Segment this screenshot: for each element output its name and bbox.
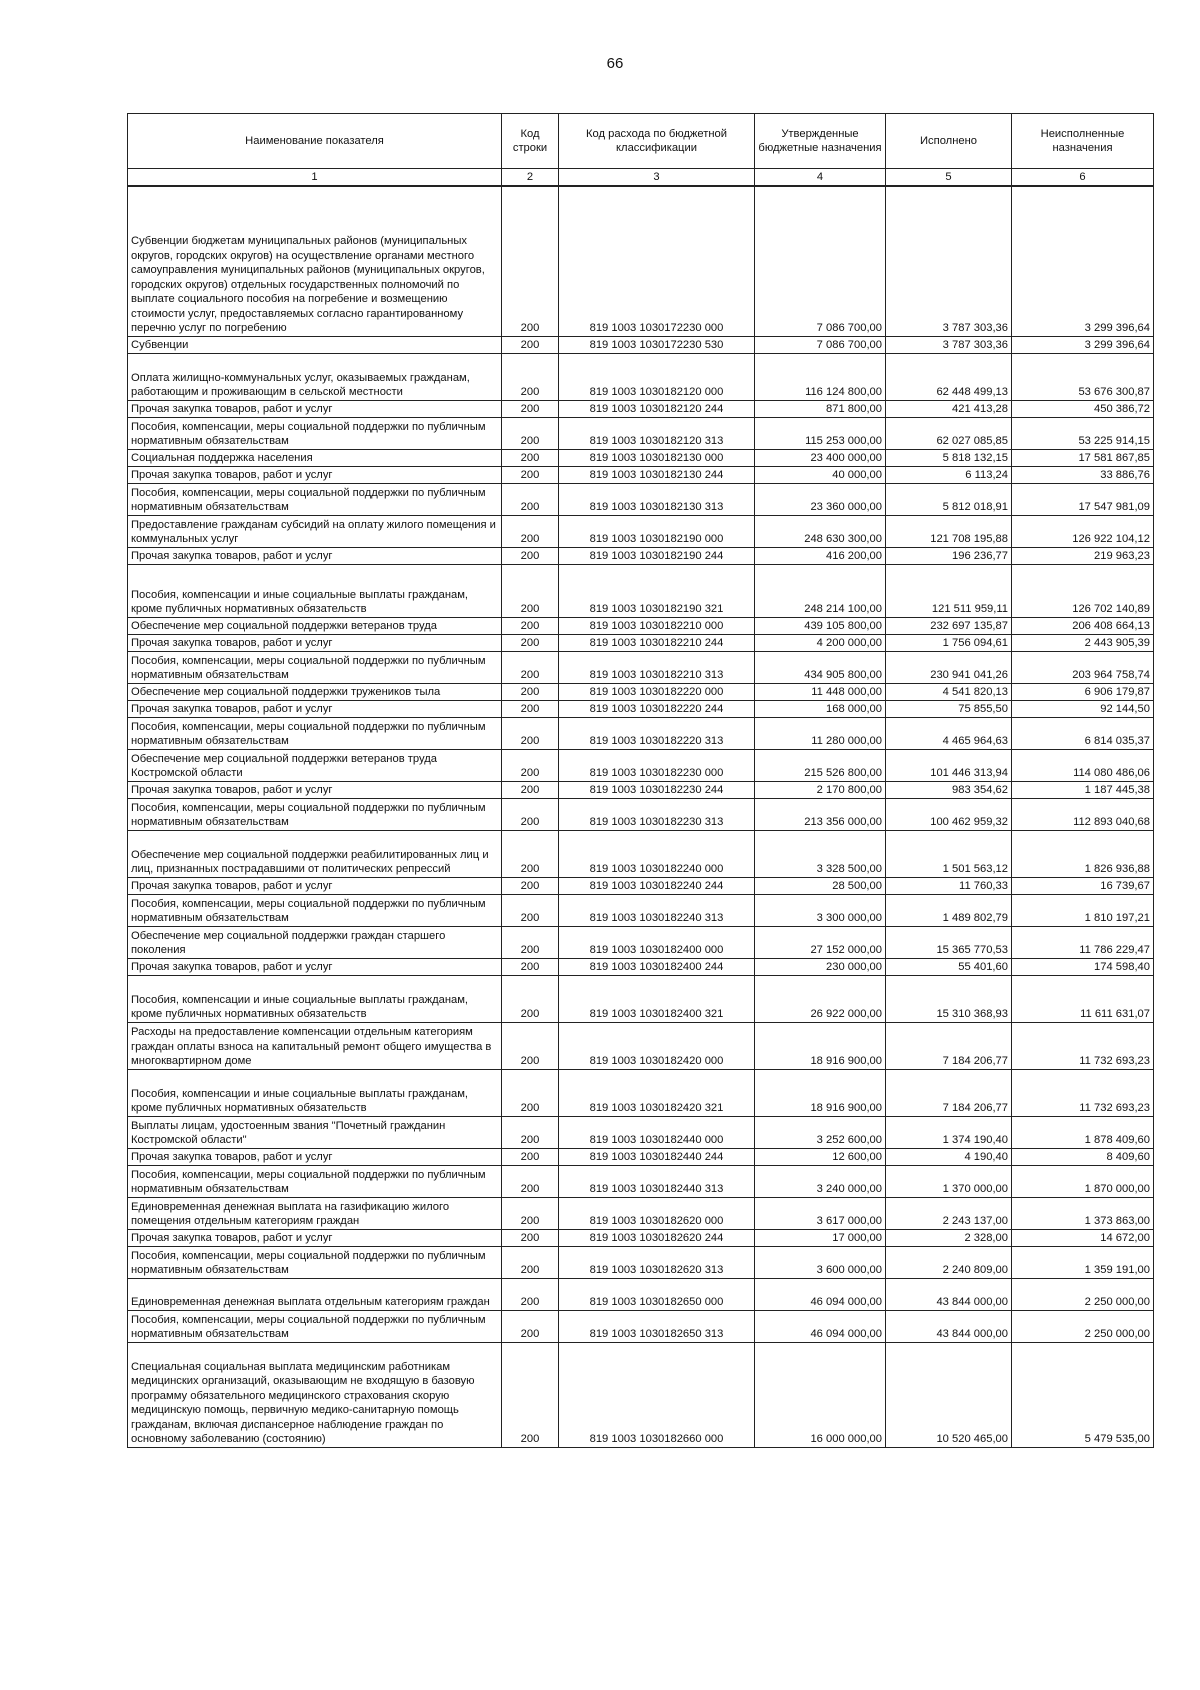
- row-executed: 7 184 206,77: [886, 1022, 1012, 1069]
- row-line-code: 200: [502, 515, 559, 547]
- table-row: [128, 717, 1154, 749]
- row-line-code: 200: [502, 894, 559, 926]
- row-name: Пособия, компенсации и иные социальные выплаты гражданам, кроме публичных нормативных обязательств: [128, 564, 502, 617]
- row-line-code: 200: [502, 1246, 559, 1278]
- row-approved: 26 922 000,00: [755, 975, 886, 1022]
- row-unexecuted: 53 225 914,15: [1012, 417, 1154, 449]
- row-executed: 232 697 135,87: [886, 617, 1012, 634]
- row-name: Пособия, компенсации и иные социальные выплаты гражданам, кроме публичных нормативных обязательств: [128, 1069, 502, 1116]
- row-line-code: 200: [502, 483, 559, 515]
- row-executed: 5 812 018,91: [886, 483, 1012, 515]
- table-row: [128, 700, 1154, 717]
- row-line-code: 200: [502, 1148, 559, 1165]
- row-classification-code: 819 1003 1030172230 530: [559, 336, 755, 353]
- row-unexecuted: 8 409,60: [1012, 1148, 1154, 1165]
- row-classification-code: 819 1003 1030182130 000: [559, 449, 755, 466]
- table-row: [128, 1342, 1154, 1447]
- column-number: 4: [755, 169, 886, 187]
- column-number: 1: [128, 169, 502, 187]
- table-row: [128, 564, 1154, 617]
- row-name: Пособия, компенсации, меры социальной поддержки по публичным нормативным обязательствам: [128, 894, 502, 926]
- row-name: Обеспечение мер социальной поддержки реабилитированных лиц и лиц, признанных пострадавшими от политических репрессий: [128, 830, 502, 877]
- budget-execution-table: [127, 113, 1154, 1448]
- row-executed: 4 465 964,63: [886, 717, 1012, 749]
- table-row: [128, 1246, 1154, 1278]
- row-executed: 100 462 959,32: [886, 798, 1012, 830]
- row-name: Прочая закупка товаров, работ и услуг: [128, 781, 502, 798]
- row-name: Прочая закупка товаров, работ и услуг: [128, 400, 502, 417]
- row-name: Прочая закупка товаров, работ и услуг: [128, 877, 502, 894]
- row-name: Прочая закупка товаров, работ и услуг: [128, 1148, 502, 1165]
- table-row: [128, 781, 1154, 798]
- row-name: Расходы на предоставление компенсации отдельным категориям граждан оплаты взноса на капитальный ремонт общего имущества в многоквартирном доме: [128, 1022, 502, 1069]
- row-line-code: 200: [502, 798, 559, 830]
- row-line-code: 200: [502, 1116, 559, 1148]
- row-executed: 62 448 499,13: [886, 353, 1012, 400]
- row-unexecuted: 126 922 104,12: [1012, 515, 1154, 547]
- row-classification-code: 819 1003 1030182230 313: [559, 798, 755, 830]
- row-classification-code: 819 1003 1030182220 313: [559, 717, 755, 749]
- row-executed: 121 511 959,11: [886, 564, 1012, 617]
- row-approved: 3 617 000,00: [755, 1197, 886, 1229]
- table-row: [128, 353, 1154, 400]
- row-classification-code: 819 1003 1030182650 313: [559, 1310, 755, 1342]
- row-unexecuted: 1 187 445,38: [1012, 781, 1154, 798]
- row-classification-code: 819 1003 1030182120 000: [559, 353, 755, 400]
- table-row: [128, 186, 1154, 336]
- row-name: Пособия, компенсации, меры социальной поддержки по публичным нормативным обязательствам: [128, 483, 502, 515]
- row-name: Оплата жилищно-коммунальных услуг, оказываемых гражданам, работающим и проживающим в сельской местности: [128, 353, 502, 400]
- row-executed: 1 370 000,00: [886, 1165, 1012, 1197]
- row-unexecuted: 11 732 693,23: [1012, 1022, 1154, 1069]
- row-executed: 2 240 809,00: [886, 1246, 1012, 1278]
- row-unexecuted: 1 373 863,00: [1012, 1197, 1154, 1229]
- row-classification-code: 819 1003 1030172230 000: [559, 186, 755, 336]
- table-row: [128, 798, 1154, 830]
- row-executed: 43 844 000,00: [886, 1278, 1012, 1310]
- table-row: [128, 1022, 1154, 1069]
- row-unexecuted: 203 964 758,74: [1012, 651, 1154, 683]
- row-unexecuted: 114 080 486,06: [1012, 749, 1154, 781]
- table-row: [128, 958, 1154, 975]
- row-unexecuted: 206 408 664,13: [1012, 617, 1154, 634]
- row-approved: 7 086 700,00: [755, 186, 886, 336]
- row-line-code: 200: [502, 877, 559, 894]
- row-executed: 4 190,40: [886, 1148, 1012, 1165]
- row-approved: 871 800,00: [755, 400, 886, 417]
- table-row: [128, 1116, 1154, 1148]
- row-name: Социальная поддержка населения: [128, 449, 502, 466]
- row-approved: 215 526 800,00: [755, 749, 886, 781]
- row-unexecuted: 1 870 000,00: [1012, 1165, 1154, 1197]
- row-name: Пособия, компенсации, меры социальной поддержки по публичным нормативным обязательствам: [128, 1246, 502, 1278]
- row-approved: 23 400 000,00: [755, 449, 886, 466]
- row-executed: 43 844 000,00: [886, 1310, 1012, 1342]
- row-approved: 3 252 600,00: [755, 1116, 886, 1148]
- row-unexecuted: 2 250 000,00: [1012, 1278, 1154, 1310]
- table-row: [128, 683, 1154, 700]
- table-row: [128, 417, 1154, 449]
- row-unexecuted: 174 598,40: [1012, 958, 1154, 975]
- row-line-code: 200: [502, 186, 559, 336]
- row-unexecuted: 219 963,23: [1012, 547, 1154, 564]
- row-executed: 2 328,00: [886, 1229, 1012, 1246]
- row-executed: 75 855,50: [886, 700, 1012, 717]
- table-row: [128, 634, 1154, 651]
- row-classification-code: 819 1003 1030182620 244: [559, 1229, 755, 1246]
- row-executed: 7 184 206,77: [886, 1069, 1012, 1116]
- row-approved: 416 200,00: [755, 547, 886, 564]
- row-line-code: 200: [502, 749, 559, 781]
- row-approved: 17 000,00: [755, 1229, 886, 1246]
- row-line-code: 200: [502, 617, 559, 634]
- row-executed: 983 354,62: [886, 781, 1012, 798]
- row-approved: 4 200 000,00: [755, 634, 886, 651]
- row-line-code: 200: [502, 975, 559, 1022]
- row-classification-code: 819 1003 1030182120 244: [559, 400, 755, 417]
- table-row: [128, 1278, 1154, 1310]
- row-name: Единовременная денежная выплата отдельным категориям граждан: [128, 1278, 502, 1310]
- row-classification-code: 819 1003 1030182650 000: [559, 1278, 755, 1310]
- row-approved: 12 600,00: [755, 1148, 886, 1165]
- row-executed: 3 787 303,36: [886, 336, 1012, 353]
- row-name: Прочая закупка товаров, работ и услуг: [128, 1229, 502, 1246]
- row-line-code: 200: [502, 417, 559, 449]
- row-approved: 23 360 000,00: [755, 483, 886, 515]
- row-unexecuted: 33 886,76: [1012, 466, 1154, 483]
- row-line-code: 200: [502, 683, 559, 700]
- row-approved: 248 630 300,00: [755, 515, 886, 547]
- table-row: [128, 877, 1154, 894]
- row-classification-code: 819 1003 1030182210 000: [559, 617, 755, 634]
- row-executed: 15 365 770,53: [886, 926, 1012, 958]
- row-name: Пособия, компенсации и иные социальные выплаты гражданам, кроме публичных нормативных обязательств: [128, 975, 502, 1022]
- table-row: [128, 1310, 1154, 1342]
- row-name: Субвенции бюджетам муниципальных районов (муниципальных округов, городских округов) на осуществление органами местного самоуправления муниципальных районов (муниципальных округов, городских округов) отдельных государственных полномочий по выплате социального пособия на погребение и возмещению стоимости услуг, предоставляемых согласно гарантированному перечню услуг по погребению: [128, 186, 502, 336]
- row-line-code: 200: [502, 1229, 559, 1246]
- row-executed: 2 243 137,00: [886, 1197, 1012, 1229]
- column-number: 3: [559, 169, 755, 187]
- row-name: Прочая закупка товаров, работ и услуг: [128, 634, 502, 651]
- row-approved: 7 086 700,00: [755, 336, 886, 353]
- row-line-code: 200: [502, 1069, 559, 1116]
- header-approved: Утвержденные бюджетные назначения: [755, 114, 886, 169]
- row-classification-code: 819 1003 1030182440 244: [559, 1148, 755, 1165]
- row-classification-code: 819 1003 1030182210 244: [559, 634, 755, 651]
- row-line-code: 200: [502, 926, 559, 958]
- row-executed: 55 401,60: [886, 958, 1012, 975]
- row-line-code: 200: [502, 336, 559, 353]
- row-executed: 101 446 313,94: [886, 749, 1012, 781]
- row-executed: 1 501 563,12: [886, 830, 1012, 877]
- row-unexecuted: 17 547 981,09: [1012, 483, 1154, 515]
- row-classification-code: 819 1003 1030182130 244: [559, 466, 755, 483]
- header-classification-code: Код расхода по бюджетной классификации: [559, 114, 755, 169]
- row-classification-code: 819 1003 1030182210 313: [559, 651, 755, 683]
- row-line-code: 200: [502, 400, 559, 417]
- row-approved: 27 152 000,00: [755, 926, 886, 958]
- row-executed: 62 027 085,85: [886, 417, 1012, 449]
- row-unexecuted: 1 878 409,60: [1012, 1116, 1154, 1148]
- row-unexecuted: 3 299 396,64: [1012, 336, 1154, 353]
- row-line-code: 200: [502, 1165, 559, 1197]
- row-unexecuted: 1 359 191,00: [1012, 1246, 1154, 1278]
- row-line-code: 200: [502, 634, 559, 651]
- row-name: Прочая закупка товаров, работ и услуг: [128, 547, 502, 564]
- row-name: Обеспечение мер социальной поддержки ветеранов труда Костромской области: [128, 749, 502, 781]
- table-row: [128, 483, 1154, 515]
- row-approved: 439 105 800,00: [755, 617, 886, 634]
- row-unexecuted: 450 386,72: [1012, 400, 1154, 417]
- row-classification-code: 819 1003 1030182130 313: [559, 483, 755, 515]
- row-name: Пособия, компенсации, меры социальной поддержки по публичным нормативным обязательствам: [128, 717, 502, 749]
- row-approved: 18 916 900,00: [755, 1022, 886, 1069]
- row-approved: 11 448 000,00: [755, 683, 886, 700]
- table-row: [128, 926, 1154, 958]
- table-row: [128, 830, 1154, 877]
- row-name: Пособия, компенсации, меры социальной поддержки по публичным нормативным обязательствам: [128, 651, 502, 683]
- row-unexecuted: 11 786 229,47: [1012, 926, 1154, 958]
- row-unexecuted: 1 826 936,88: [1012, 830, 1154, 877]
- row-name: Обеспечение мер социальной поддержки граждан старшего поколения: [128, 926, 502, 958]
- table-row: [128, 336, 1154, 353]
- header-unexecuted: Неисполненные назначения: [1012, 114, 1154, 169]
- row-approved: 230 000,00: [755, 958, 886, 975]
- table-row: [128, 449, 1154, 466]
- row-classification-code: 819 1003 1030182190 244: [559, 547, 755, 564]
- row-name: Прочая закупка товаров, работ и услуг: [128, 700, 502, 717]
- row-line-code: 200: [502, 1197, 559, 1229]
- row-name: Специальная социальная выплата медицинским работникам медицинских организаций, оказывающим не входящую в базовую программу обязательного медицинского страхования скорую медицинскую помощь, первичную медико-санитарную помощь гражданам, включая диспансерное наблюдение граждан по основному заболеванию (состоянию): [128, 1342, 502, 1447]
- row-classification-code: 819 1003 1030182240 313: [559, 894, 755, 926]
- row-name: Субвенции: [128, 336, 502, 353]
- row-executed: 10 520 465,00: [886, 1342, 1012, 1447]
- row-line-code: 200: [502, 1022, 559, 1069]
- table-row: [128, 975, 1154, 1022]
- page-number: 66: [606, 55, 624, 72]
- table-row: [128, 1148, 1154, 1165]
- row-unexecuted: 11 611 631,07: [1012, 975, 1154, 1022]
- table-row: [128, 466, 1154, 483]
- header-executed: Исполнено: [886, 114, 1012, 169]
- column-number: 2: [502, 169, 559, 187]
- row-line-code: 200: [502, 830, 559, 877]
- table-row: [128, 617, 1154, 634]
- table-row: [128, 1197, 1154, 1229]
- row-line-code: 200: [502, 958, 559, 975]
- row-name: Обеспечение мер социальной поддержки тружеников тыла: [128, 683, 502, 700]
- table-row: [128, 1069, 1154, 1116]
- row-classification-code: 819 1003 1030182230 244: [559, 781, 755, 798]
- row-executed: 230 941 041,26: [886, 651, 1012, 683]
- row-unexecuted: 53 676 300,87: [1012, 353, 1154, 400]
- row-line-code: 200: [502, 781, 559, 798]
- row-line-code: 200: [502, 651, 559, 683]
- row-unexecuted: 2 443 905,39: [1012, 634, 1154, 651]
- row-executed: 121 708 195,88: [886, 515, 1012, 547]
- column-number: 6: [1012, 169, 1154, 187]
- row-approved: 46 094 000,00: [755, 1278, 886, 1310]
- row-approved: 40 000,00: [755, 466, 886, 483]
- row-classification-code: 819 1003 1030182620 000: [559, 1197, 755, 1229]
- row-approved: 16 000 000,00: [755, 1342, 886, 1447]
- row-executed: 11 760,33: [886, 877, 1012, 894]
- row-classification-code: 819 1003 1030182240 000: [559, 830, 755, 877]
- row-unexecuted: 14 672,00: [1012, 1229, 1154, 1246]
- row-executed: 6 113,24: [886, 466, 1012, 483]
- header-indicator-name: Наименование показателя: [128, 114, 502, 169]
- row-approved: 46 094 000,00: [755, 1310, 886, 1342]
- row-approved: 115 253 000,00: [755, 417, 886, 449]
- table-row: [128, 894, 1154, 926]
- row-classification-code: 819 1003 1030182400 244: [559, 958, 755, 975]
- row-unexecuted: 1 810 197,21: [1012, 894, 1154, 926]
- row-line-code: 200: [502, 449, 559, 466]
- row-unexecuted: 126 702 140,89: [1012, 564, 1154, 617]
- row-name: Пособия, компенсации, меры социальной поддержки по публичным нормативным обязательствам: [128, 417, 502, 449]
- row-classification-code: 819 1003 1030182400 000: [559, 926, 755, 958]
- row-approved: 2 170 800,00: [755, 781, 886, 798]
- table-row: [128, 749, 1154, 781]
- row-unexecuted: 2 250 000,00: [1012, 1310, 1154, 1342]
- row-name: Обеспечение мер социальной поддержки ветеранов труда: [128, 617, 502, 634]
- row-executed: 1 756 094,61: [886, 634, 1012, 651]
- row-name: Предоставление гражданам субсидий на оплату жилого помещения и коммунальных услуг: [128, 515, 502, 547]
- row-approved: 3 328 500,00: [755, 830, 886, 877]
- row-executed: 5 818 132,15: [886, 449, 1012, 466]
- row-name: Пособия, компенсации, меры социальной поддержки по публичным нормативным обязательствам: [128, 1310, 502, 1342]
- row-name: Прочая закупка товаров, работ и услуг: [128, 958, 502, 975]
- table-row: [128, 547, 1154, 564]
- row-name: Прочая закупка товаров, работ и услуг: [128, 466, 502, 483]
- row-line-code: 200: [502, 466, 559, 483]
- row-executed: 421 413,28: [886, 400, 1012, 417]
- row-unexecuted: 112 893 040,68: [1012, 798, 1154, 830]
- table-row: [128, 1165, 1154, 1197]
- row-classification-code: 819 1003 1030182190 000: [559, 515, 755, 547]
- row-classification-code: 819 1003 1030182220 244: [559, 700, 755, 717]
- row-approved: 11 280 000,00: [755, 717, 886, 749]
- table-row: [128, 515, 1154, 547]
- table-body: [128, 186, 1154, 1447]
- row-classification-code: 819 1003 1030182420 321: [559, 1069, 755, 1116]
- row-approved: 434 905 800,00: [755, 651, 886, 683]
- row-name: Единовременная денежная выплата на газификацию жилого помещения отдельным категориям граждан: [128, 1197, 502, 1229]
- row-line-code: 200: [502, 717, 559, 749]
- row-line-code: 200: [502, 1342, 559, 1447]
- row-classification-code: 819 1003 1030182440 000: [559, 1116, 755, 1148]
- row-line-code: 200: [502, 1310, 559, 1342]
- row-line-code: 200: [502, 1278, 559, 1310]
- row-classification-code: 819 1003 1030182420 000: [559, 1022, 755, 1069]
- table-row: [128, 400, 1154, 417]
- row-executed: 4 541 820,13: [886, 683, 1012, 700]
- row-unexecuted: 11 732 693,23: [1012, 1069, 1154, 1116]
- row-name: Пособия, компенсации, меры социальной поддержки по публичным нормативным обязательствам: [128, 798, 502, 830]
- row-executed: 1 374 190,40: [886, 1116, 1012, 1148]
- row-unexecuted: 3 299 396,64: [1012, 186, 1154, 336]
- row-approved: 3 240 000,00: [755, 1165, 886, 1197]
- row-approved: 116 124 800,00: [755, 353, 886, 400]
- row-unexecuted: 5 479 535,00: [1012, 1342, 1154, 1447]
- row-unexecuted: 6 814 035,37: [1012, 717, 1154, 749]
- row-line-code: 200: [502, 564, 559, 617]
- row-executed: 1 489 802,79: [886, 894, 1012, 926]
- table-row: [128, 651, 1154, 683]
- row-unexecuted: 16 739,67: [1012, 877, 1154, 894]
- row-approved: 18 916 900,00: [755, 1069, 886, 1116]
- row-line-code: 200: [502, 700, 559, 717]
- row-unexecuted: 6 906 179,87: [1012, 683, 1154, 700]
- row-classification-code: 819 1003 1030182190 321: [559, 564, 755, 617]
- row-executed: 15 310 368,93: [886, 975, 1012, 1022]
- row-classification-code: 819 1003 1030182660 000: [559, 1342, 755, 1447]
- row-classification-code: 819 1003 1030182440 313: [559, 1165, 755, 1197]
- row-line-code: 200: [502, 547, 559, 564]
- column-number: 5: [886, 169, 1012, 187]
- row-classification-code: 819 1003 1030182240 244: [559, 877, 755, 894]
- row-name: Выплаты лицам, удостоенным звания "Почетный гражданин Костромской области": [128, 1116, 502, 1148]
- row-name: Пособия, компенсации, меры социальной поддержки по публичным нормативным обязательствам: [128, 1165, 502, 1197]
- row-approved: 168 000,00: [755, 700, 886, 717]
- row-approved: 248 214 100,00: [755, 564, 886, 617]
- row-unexecuted: 92 144,50: [1012, 700, 1154, 717]
- row-approved: 213 356 000,00: [755, 798, 886, 830]
- row-classification-code: 819 1003 1030182230 000: [559, 749, 755, 781]
- row-unexecuted: 17 581 867,85: [1012, 449, 1154, 466]
- row-classification-code: 819 1003 1030182220 000: [559, 683, 755, 700]
- row-approved: 3 600 000,00: [755, 1246, 886, 1278]
- row-classification-code: 819 1003 1030182620 313: [559, 1246, 755, 1278]
- row-approved: 28 500,00: [755, 877, 886, 894]
- row-classification-code: 819 1003 1030182400 321: [559, 975, 755, 1022]
- header-line-code: Код строки: [502, 114, 559, 169]
- row-approved: 3 300 000,00: [755, 894, 886, 926]
- row-executed: 3 787 303,36: [886, 186, 1012, 336]
- row-executed: 196 236,77: [886, 547, 1012, 564]
- row-classification-code: 819 1003 1030182120 313: [559, 417, 755, 449]
- row-line-code: 200: [502, 353, 559, 400]
- table-row: [128, 1229, 1154, 1246]
